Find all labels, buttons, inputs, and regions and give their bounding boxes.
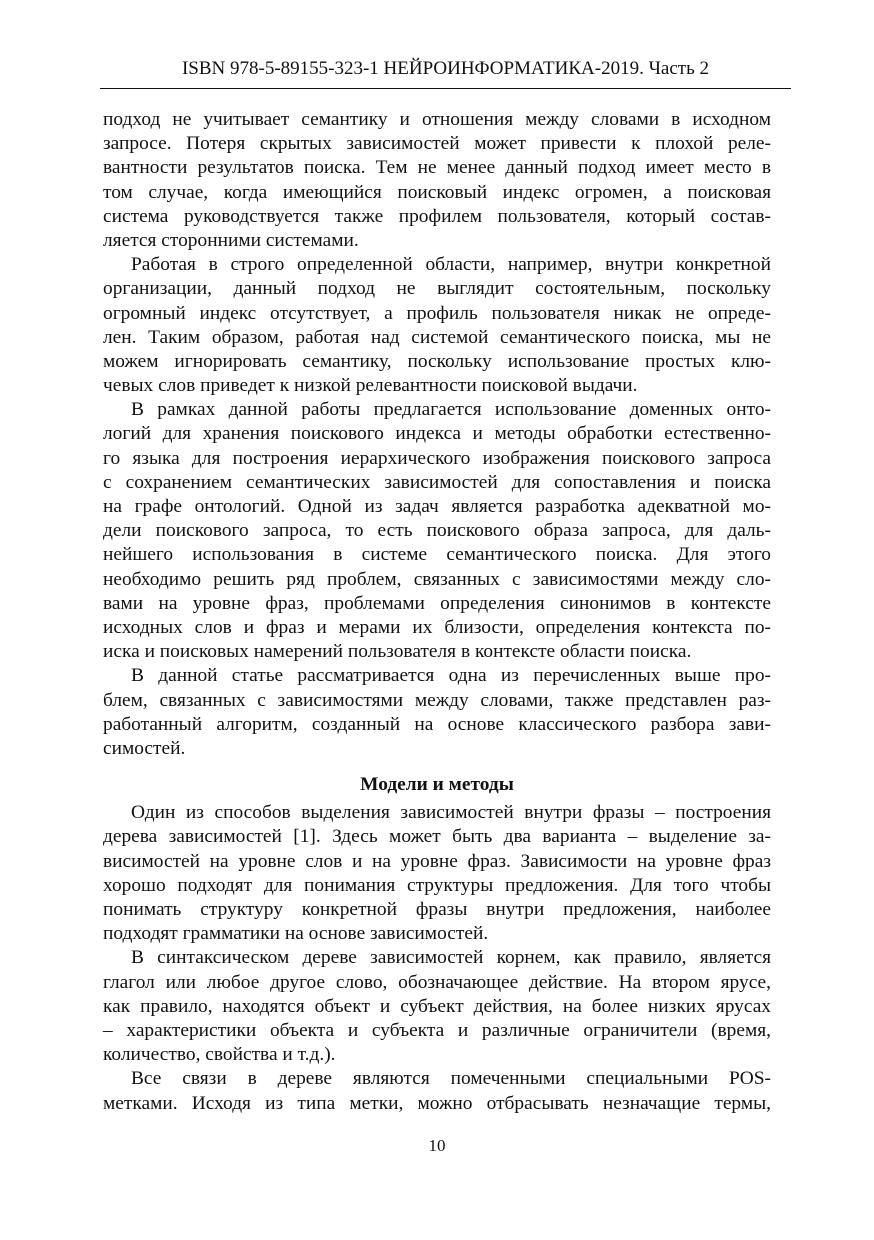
text-line: дели поискового запроса, то есть поискового образа запроса, для даль- — [103, 520, 771, 542]
text-line: количество, свойства и т.д.). — [103, 1044, 336, 1066]
text-line: хорошо подходят для понимания структуры предложения. Для того чтобы — [103, 874, 771, 896]
paragraph-3 — [103, 398, 771, 664]
text-line: чевых слов приведет к низкой релевантности поисковой выдачи. — [103, 375, 638, 397]
text-line: иска и поисковых намерений пользователя в контексте области поиска. — [103, 641, 692, 663]
text-line: логий для хранения поискового индекса и методы обработки естественно- — [103, 423, 771, 445]
paragraph-6 — [103, 946, 771, 1067]
text-line: глагол или любое другое слово, обозначающее действие. На втором ярусе, — [103, 971, 771, 993]
text-line: нейшего использования в системе семантического поиска. Для этого — [103, 544, 771, 566]
page-number: 10 — [428, 1136, 446, 1155]
text-line: том случае, когда имеющийся поисковый индекс огромен, а поисковая — [103, 181, 771, 203]
text-line: подход не учитывает семантику и отношения между словами в исходном — [103, 109, 771, 130]
text-line: В данной статье рассматривается одна из перечисленных выше про- — [131, 665, 771, 687]
header-divider — [100, 88, 791, 89]
text-line: Работая в строго определенной области, например, внутри конкретной — [131, 254, 771, 276]
text-line: необходимо решить ряд проблем, связанных с зависимостями между сло- — [103, 568, 771, 590]
text-line: Один из способов выделения зависимостей внутри фразы – построения — [131, 802, 771, 824]
paragraph-4 — [103, 664, 771, 761]
paragraph-2 — [103, 253, 771, 398]
text-line: можем игнорировать семантику, поскольку использование простых клю- — [103, 350, 771, 372]
text-line: – характеристики объекта и субъекта и различные ограничители (время, — [103, 1019, 771, 1041]
text-line: симостей. — [103, 737, 186, 759]
text-line: как правило, находятся объект и субъект действия, на более низких ярусах — [103, 995, 771, 1017]
text-line: работанный алгоритм, созданный на основе классического разбора зави- — [103, 713, 771, 735]
text-line: блем, связанных с зависимостями между словами, также представлен раз- — [103, 689, 771, 711]
text-line: вами на уровне фраз, проблемами определения синонимов в контексте — [103, 592, 771, 614]
text-line: понимать структуру конкретной фразы внутри предложения, наиболее — [103, 899, 771, 920]
text-line: система руководствуется также профилем пользователя, который состав- — [103, 205, 771, 227]
text-line: вантности результатов поиска. Тем не менее данный подход имеет место в — [103, 157, 771, 179]
text-line: на графе онтологий. Одной из задач является разработка адекватной мо- — [103, 496, 771, 517]
text-line: висимостей на уровне слов и на уровне фраз. Зависимости на уровне фраз — [103, 850, 771, 872]
text-line: лен. Таким образом, работая над системой семантического поиска, мы не — [103, 326, 771, 348]
text-line: В рамках данной работы предлагается использование доменных онто- — [131, 399, 771, 421]
body-text — [103, 108, 771, 1116]
text-line: организации, данный подход не выглядит состоятельным, поскольку — [103, 278, 771, 300]
paragraph-5 — [103, 801, 771, 946]
text-line: с сохранением семантических зависимостей для сопоставления и поиска — [103, 471, 771, 493]
paragraph-7 — [103, 1067, 771, 1115]
text-line: Все связи в дереве являются помеченными специальными POS- — [131, 1068, 771, 1090]
section-title: Модели и методы — [360, 774, 514, 796]
text-line: исходных слов и фраз и мерами их близости, определения контекста по- — [103, 616, 771, 638]
paragraph-1 — [103, 108, 771, 253]
running-header: ISBN 978-5-89155-323-1 НЕЙРОИНФОРМАТИКА-2019. Часть 2 — [181, 58, 710, 79]
text-line: ляется сторонними системами. — [103, 229, 359, 251]
text-line: огромный индекс отсутствует, а профиль пользователя никак не опреде- — [103, 302, 771, 324]
text-line: подходят грамматики на основе зависимостей. — [103, 923, 489, 945]
text-line: В синтаксическом дереве зависимостей корнем, как правило, является — [131, 947, 771, 969]
text-line: дерева зависимостей [1]. Здесь может быть два варианта – выделение за- — [103, 826, 771, 848]
text-line: метками. Исходя из типа метки, можно отбрасывать незначащие термы, — [103, 1092, 771, 1114]
text-line: запросе. Потеря скрытых зависимостей может привести к плохой реле- — [103, 133, 771, 155]
text-line: го языка для построения иерархического изображения поискового запроса — [103, 447, 771, 469]
